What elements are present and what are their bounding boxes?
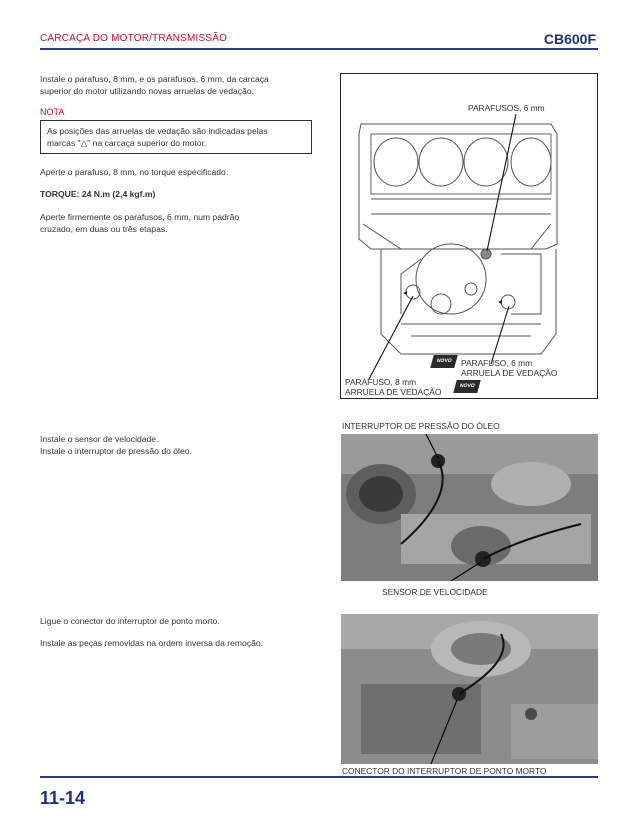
label-bolt-8mm bbox=[345, 377, 441, 397]
engine-photo-neutral-drawing bbox=[341, 614, 598, 764]
triangle-mark bbox=[403, 291, 407, 295]
label-bolt-6mm bbox=[461, 358, 557, 378]
label-neutral-connector: CONECTOR DO INTERRUPTOR DE PONTO MORTO bbox=[342, 766, 547, 776]
instruction-install-bolts bbox=[40, 73, 269, 97]
triangle-mark bbox=[498, 300, 502, 304]
footer-rule bbox=[40, 776, 598, 778]
text-line: Instale o parafuso, 8 mm, e os parafusos, 6 mm, da carcaça bbox=[40, 74, 269, 84]
note-text: marcas "△" na carcaça superior do motor. bbox=[47, 138, 207, 148]
text-line: Instale o interruptor de pressão do óleo. bbox=[40, 446, 192, 456]
engine-photo-drawing bbox=[341, 434, 598, 581]
text-line: Instale o sensor de velocidade. bbox=[40, 434, 159, 444]
instruction-reinstall: Instale as peças removidas na ordem inversa da remoção. bbox=[40, 638, 264, 648]
novo-badge: NOVO bbox=[430, 355, 457, 368]
instruction-torque: Aperte o parafuso, 8 mm, no torque especificado. bbox=[40, 167, 229, 177]
text-line: superior do motor utilizando novas arruelas de vedação. bbox=[40, 86, 255, 96]
novo-badge: NOVO bbox=[453, 380, 480, 393]
torque-spec: TORQUE: 24 N.m (2,4 kgf.m) bbox=[40, 189, 156, 199]
text-line: Aperte firmemente os parafusos, 6 mm, num padrão bbox=[40, 212, 240, 222]
section-title: CARCAÇA DO MOTOR/TRANSMISSÃO bbox=[40, 33, 228, 44]
label-oil-pressure-switch: INTERRUPTOR DE PRESSÃO DO ÓLEO bbox=[342, 421, 500, 431]
engine-case-figure bbox=[340, 73, 598, 399]
engine-photo-neutral bbox=[341, 614, 598, 764]
engine-case-drawing bbox=[341, 74, 597, 398]
engine-photo-sensors bbox=[341, 434, 598, 581]
model-name: CB600F bbox=[543, 31, 596, 47]
label-line: ARRUELA DE VEDAÇÃO bbox=[345, 387, 442, 397]
header-rule bbox=[40, 48, 598, 50]
note-text: As posições das arruelas de vedação são indicadas pelas bbox=[47, 126, 268, 136]
instruction-tighten bbox=[40, 211, 239, 235]
label-bolts-6mm: PARAFUSOS, 6 mm bbox=[468, 103, 545, 113]
instruction-install-sensors bbox=[40, 433, 192, 457]
label-line: ARRUELA DE VEDAÇÃO bbox=[461, 368, 558, 378]
label-line: PARAFUSO, 8 mm bbox=[345, 377, 417, 387]
label-speed-sensor: SENSOR DE VELOCIDADE bbox=[382, 587, 488, 597]
page-number: 11-14 bbox=[40, 788, 86, 808]
instruction-connect-neutral: Ligue o conector do interruptor de ponto morto. bbox=[40, 616, 220, 626]
note-box bbox=[40, 120, 312, 154]
text-line: cruzado, em duas ou três etapas. bbox=[40, 224, 168, 234]
note-label: NOTA bbox=[40, 107, 65, 117]
label-line: PARAFUSO, 6 mm bbox=[461, 358, 533, 368]
